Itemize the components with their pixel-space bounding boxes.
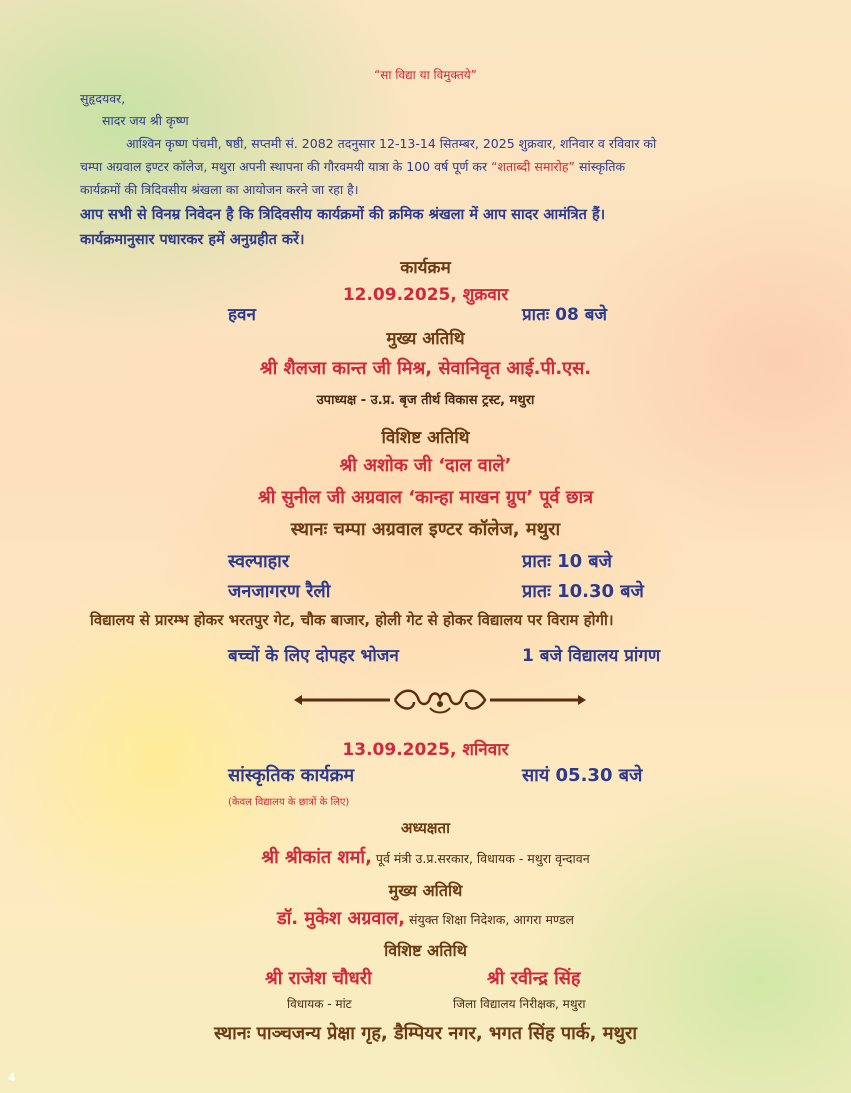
intro-line-3: कार्यक्रमों की त्रिदिवसीय श्रंखला का आयोजन करने जा रहा है। <box>80 182 359 197</box>
day1-special-guest-1: श्री अशोक जी ‘दाल वाले’ <box>339 455 512 476</box>
day2-special-guest-2-desc: जिला विद्यालय निरीक्षक, मथुरा <box>453 997 586 1011</box>
day1-chief-guest-heading: मुख्य अतिथि <box>386 329 465 349</box>
invite-line-2: कार्यक्रमानुसार पधारकर हमें अनुग्रहीत करें। <box>80 232 305 248</box>
day1-special-guest-heading: विशिष्ट अतिथि <box>381 428 470 448</box>
day2-president <box>0 845 851 869</box>
salutation: सुहृदयवर, <box>80 91 126 106</box>
havan-time: प्रातः 08 बजे <box>522 305 608 325</box>
day2-special-guest-1-desc: विधायक - मांट <box>287 997 352 1011</box>
rally-time: प्रातः 10.30 बजे <box>522 581 644 602</box>
havan-label: हवन <box>228 305 256 325</box>
day1-chief-guest-name: श्री शैलजा कान्त जी मिश्र, सेवानिवृत आई.पी.एस. <box>259 358 592 379</box>
breakfast-label: स्वल्पाहार <box>228 551 290 572</box>
intro-line-2-tail: सांस्कृतिक <box>575 159 626 174</box>
intro-line-2-text: चम्पा अग्रवाल इण्टर कॉलेज, मथुरा अपनी स्थापना की गौरवमयी यात्रा के 100 वर्ष पूर्ण कर <box>80 159 492 174</box>
day2-chief-guest-desc: संयुक्त शिक्षा निदेशक, आगरा मण्डल <box>405 912 575 927</box>
rally-route: विद्यालय से प्रारम्भ होकर भरतपुर गेट, चौक बाजार, होली गेट से होकर विद्यालय पर विराम होगी। <box>90 611 614 629</box>
day2-presidency-heading: अध्यक्षता <box>401 819 450 837</box>
day2-special-guest-2-name: श्री रवीन्द्र सिंह <box>487 968 581 989</box>
invite-line-1: आप सभी से विनम्र निवेदन है कि त्रिदिवसीय कार्यक्रमों की क्रमिक श्रंखला में आप सादर आमंत्रित हैं। <box>80 207 606 223</box>
cultural-time: सायं 05.30 बजे <box>522 765 643 786</box>
president-name: श्री श्रीकांत शर्मा, <box>261 847 372 868</box>
day1-date: 12.09.2025, शुक्रवार <box>342 285 509 305</box>
day2-venue: स्थानः पाञ्चजन्य प्रेक्षा गृह, डैम्पियर नगर, भगत सिंह पार्क, मथुरा <box>213 1023 637 1044</box>
lunch-label: बच्चों के लिए दोपहर भोजन <box>228 646 399 666</box>
day2-special-guest-1-name: श्री राजेश चौधरी <box>265 968 372 989</box>
intro-line-1: आश्विन कृष्ण पंचमी, षष्ठी, सप्तमी सं. 2082 तदनुसार 12-13-14 सितम्बर, 2025 शुक्रवार, शनिवार व रविवार को <box>126 136 657 151</box>
breakfast-time: प्रातः 10 बजे <box>522 551 613 572</box>
cultural-label: सांस्कृतिक कार्यक्रम <box>228 765 355 786</box>
day1-venue: स्थानः चम्पा अग्रवाल इण्टर कॉलेज, मथुरा <box>290 519 561 540</box>
ornament-divider-icon <box>290 682 590 718</box>
centenary-highlight: “शताब्दी समारोह” <box>491 159 576 174</box>
greeting: सादर जय श्री कृष्ण <box>102 113 189 128</box>
motto: “सा विद्या या विमुक्तये” <box>374 68 477 82</box>
day2-chief-guest-heading: मुख्य अतिथि <box>388 881 463 900</box>
day2-date: 13.09.2025, शनिवार <box>342 740 509 760</box>
day2-chief-guest-name: डॉ. मुकेश अग्रवाल, <box>276 908 406 929</box>
day1-chief-guest-desc: उपाध्यक्ष - उ.प्र. बृज तीर्थ विकास ट्रस्ट, मथुरा <box>316 393 535 408</box>
day2-chief-guest <box>0 906 851 930</box>
program-heading: कार्यक्रम <box>400 258 451 278</box>
intro-line-2 <box>80 158 625 175</box>
lunch-time: 1 बजे विद्यालय प्रांगण <box>522 646 661 666</box>
page-number: 4 <box>8 1071 16 1084</box>
cultural-note: (केवल विद्यालय के छात्रों के लिए) <box>228 797 350 808</box>
day1-special-guest-2: श्री सुनील जी अग्रवाल ‘कान्हा माखन ग्रुप’ पूर्व छात्र <box>257 487 594 508</box>
day2-special-guest-heading: विशिष्ट अतिथि <box>384 941 467 960</box>
rally-label: जनजागरण रैली <box>228 581 331 602</box>
president-desc: पूर्व मंत्री उ.प्र.सरकार, विधायक - मथुरा वृन्दावन <box>371 851 590 866</box>
